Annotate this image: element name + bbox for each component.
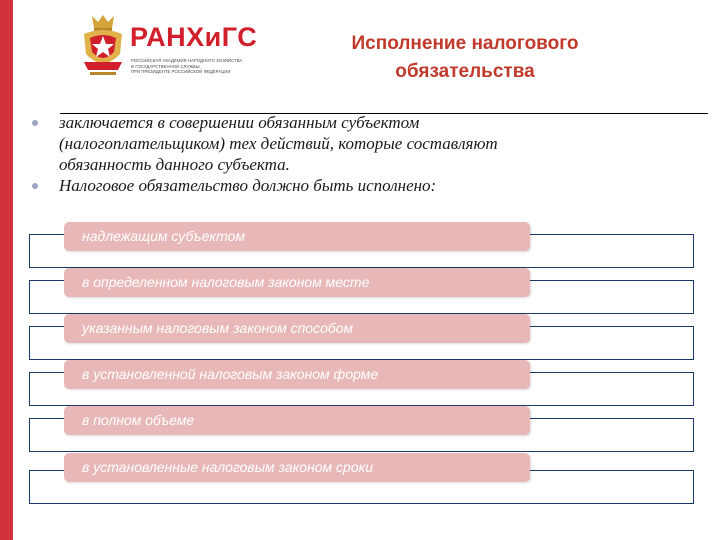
bullet-text-line: (налогоплательщиком) тех действий, которые составляют [59,134,498,153]
logo-subtitle [131,58,256,75]
bullet-item [32,112,708,175]
ranepa-logo [80,12,258,84]
bullet-icon [32,183,38,189]
title-line-2: обязательства [395,61,535,82]
body-text [32,112,708,196]
bullet-text-line: Налоговое обязательство должно быть исполнено: [59,176,437,195]
list-item-label: надлежащим субъектом [82,228,246,244]
logo-name: РАНХиГС [130,22,258,52]
logo-subtitle-line: ПРИ ПРЕЗИДЕНТЕ РОССИЙСКОЙ ФЕДЕРАЦИИ [131,69,231,74]
logo-subtitle-line: РОССИЙСКАЯ АКАДЕМИЯ НАРОДНОГО ХОЗЯЙСТВА [131,58,243,63]
list-item-label: в полном объеме [82,412,195,428]
title-line-1: Исполнение налогового [351,33,579,54]
bullet-icon [32,120,38,126]
logo-subtitle-line: И ГОСУДАРСТВЕННОЙ СЛУЖБЫ [131,63,200,69]
emblem-icon [80,12,126,84]
list-item-pill [64,268,530,297]
list-item-pill [64,314,530,343]
slide-title [300,30,630,86]
list-item-pill [64,406,530,435]
bullet-text-line: обязанность данного субъекта. [59,155,290,174]
list-item-pill [64,360,530,389]
list-item-label: в определенном налоговым законом месте [82,274,370,290]
list-item-label: указанным налоговым законом способом [82,320,354,336]
list-item-label: в установленные налоговым законом сроки [82,459,374,475]
list-item-pill [64,222,530,251]
bullet-item [32,175,708,196]
left-accent-bar [0,0,13,540]
bullet-text-line: заключается в совершении обязанным субъектом [59,113,420,132]
list-item-label: в установленной налоговым законом форме [82,366,379,382]
list-item-pill [64,453,530,482]
